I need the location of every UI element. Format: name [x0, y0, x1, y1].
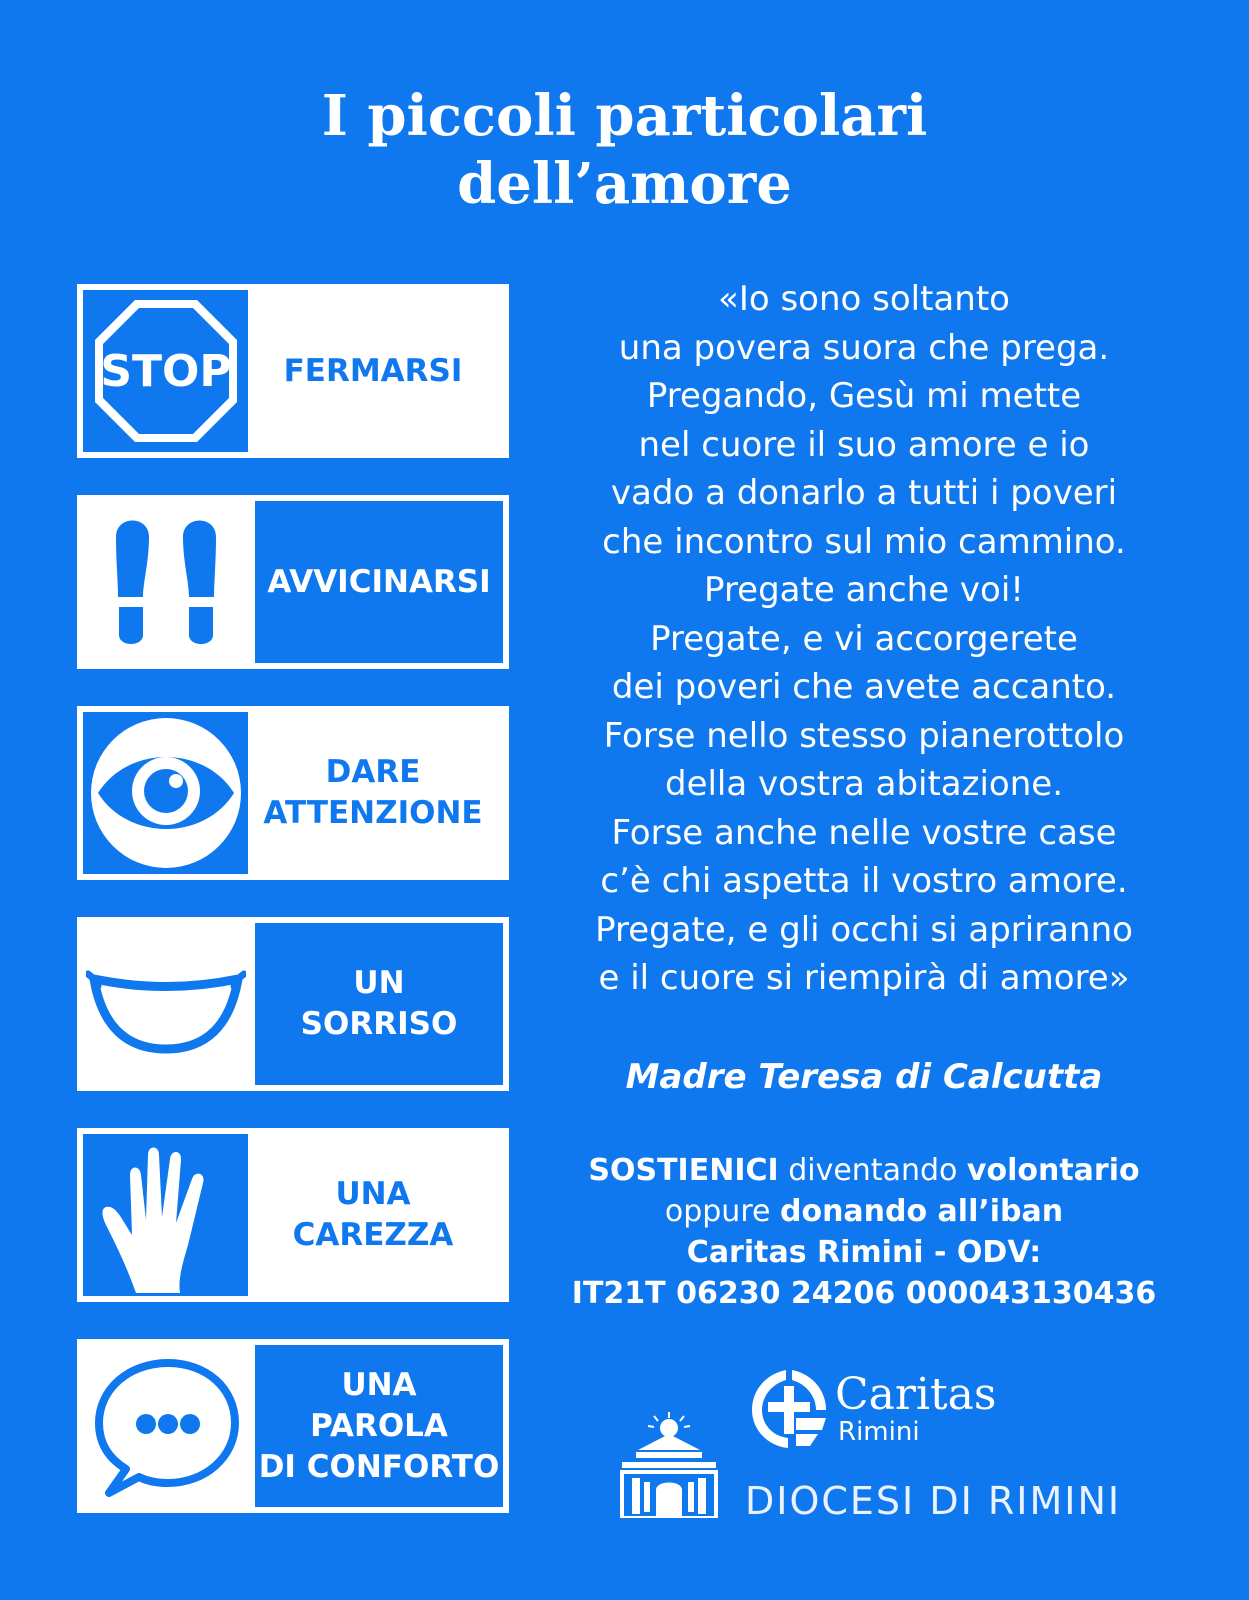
card-label-line: ATTENZIONE [263, 795, 483, 831]
card-dare-attenzione [77, 706, 509, 880]
quote-text [548, 275, 1180, 1003]
speech-bubble-icon [83, 1345, 248, 1507]
support-bold: IT21T 06230 24206 000043130436 [571, 1276, 1157, 1311]
eye-icon [83, 712, 248, 874]
title-line-1: I piccoli particolari [321, 83, 928, 149]
quote-line: che incontro sul mio cammino. [602, 521, 1126, 562]
support-normal: diventando [778, 1153, 967, 1188]
quote-line: «Io sono soltanto [718, 279, 1010, 319]
card-label-line: CAREZZA [292, 1217, 454, 1253]
card-label-line: UNA [335, 1176, 411, 1212]
church-logo-icon [618, 1412, 720, 1518]
support-line-1 [548, 1150, 1180, 1191]
stop-sign-text: STOP [99, 346, 232, 397]
quote-line: c’è chi aspetta il vostro amore. [600, 861, 1128, 901]
quote-line: Pregate, e vi accorgerete [650, 618, 1078, 659]
quote-line: Forse nello stesso pianerottolo [603, 715, 1125, 756]
footprints-icon [83, 501, 248, 663]
support-bold: donando all’iban [779, 1194, 1064, 1229]
card-avvicinarsi [77, 495, 509, 669]
poster-title [0, 82, 1249, 218]
quote-line: Pregate, e gli occhi si apriranno [595, 909, 1133, 950]
quote-line: una povera suora che prega. [618, 327, 1110, 368]
support-normal: oppure [664, 1194, 780, 1229]
card-label [249, 290, 497, 452]
card-un-sorriso [77, 917, 509, 1091]
card-fermarsi [77, 284, 509, 458]
caritas-logo-city: Rimini [838, 1417, 920, 1447]
card-label-line: AVVICINARSI [267, 563, 491, 600]
support-bold: volontario [966, 1153, 1140, 1188]
diocesi-logo-text: DIOCESI DI RIMINI [745, 1479, 1122, 1523]
quote-line: della vostra abitazione. [664, 764, 1064, 804]
card-una-carezza [77, 1128, 509, 1302]
card-label-line: DARE [325, 754, 421, 790]
quote-line: vado a donarlo a tutti i poveri [610, 473, 1118, 513]
card-label [255, 501, 503, 663]
support-line-2 [548, 1191, 1180, 1232]
quote-line: Forse anche nelle vostre case [611, 812, 1117, 853]
card-label-line: UNA [341, 1366, 417, 1403]
quote-line: dei poveri che avete accanto. [611, 667, 1117, 707]
card-label [249, 712, 497, 874]
stop-sign-icon [83, 290, 248, 452]
card-label-line: UN [353, 965, 405, 1001]
quote-line: e il cuore si riempirà di amore» [598, 958, 1130, 998]
card-una-parola-di-conforto [77, 1339, 509, 1513]
card-label-line: SORRISO [300, 1006, 458, 1042]
card-label-line: FERMARSI [283, 352, 463, 389]
card-label-line: PAROLA [310, 1407, 448, 1444]
quote-line: nel cuore il suo amore e io [638, 424, 1090, 465]
card-label [255, 923, 503, 1085]
support-bold: Caritas Rimini - ODV: [686, 1235, 1042, 1270]
support-text [548, 1150, 1180, 1314]
smile-icon [83, 923, 248, 1085]
caritas-logo-name: Caritas [835, 1369, 997, 1420]
support-line-3 [548, 1232, 1180, 1273]
title-line-2: dell’amore [457, 151, 792, 217]
support-bold: SOSTIENICI [588, 1153, 779, 1188]
iban-number [548, 1273, 1180, 1314]
quote-author: Madre Teresa di Calcutta [625, 1057, 1103, 1097]
card-label [249, 1134, 497, 1296]
quote-line: Pregate anche voi! [704, 570, 1024, 610]
hand-icon [83, 1134, 248, 1296]
card-label [255, 1345, 503, 1507]
card-label-line: DI CONFORTO [258, 1448, 500, 1485]
caritas-logo-icon [746, 1368, 832, 1450]
quote-line: Pregando, Gesù mi mette [646, 376, 1082, 416]
